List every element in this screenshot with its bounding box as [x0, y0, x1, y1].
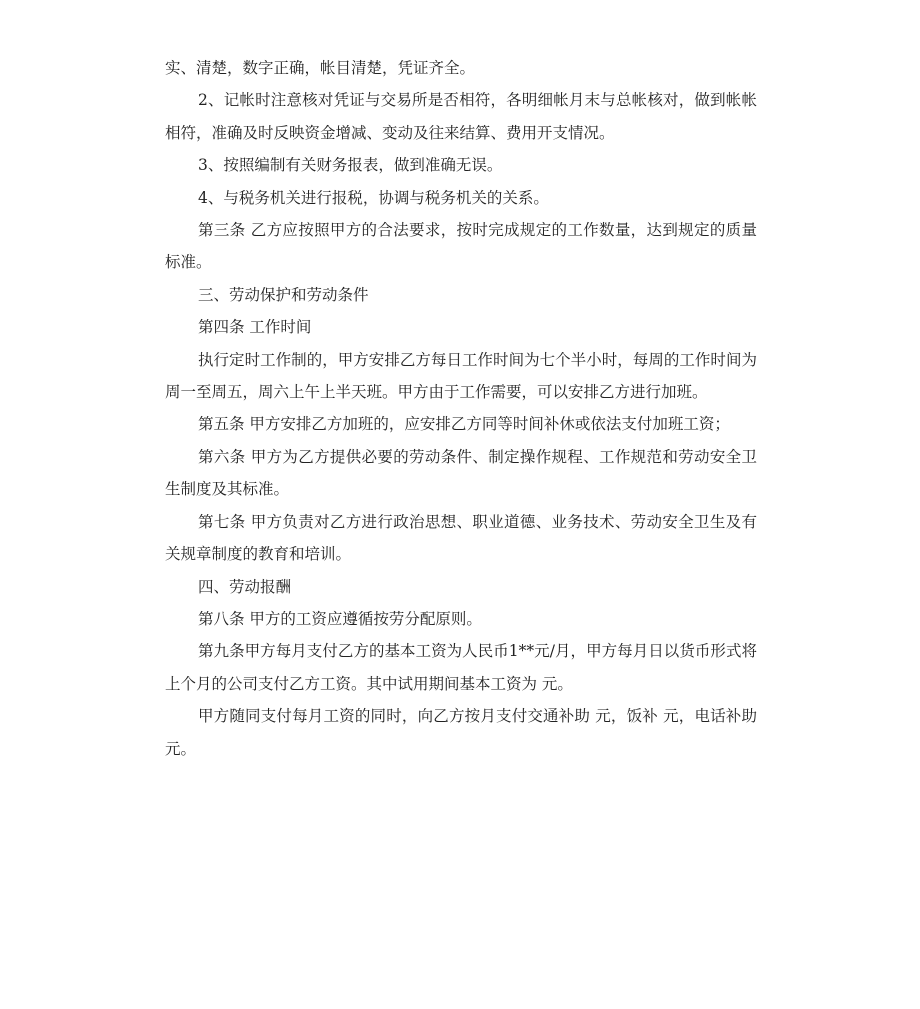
- paragraph: 4、与税务机关进行报税，协调与税务机关的关系。: [198, 188, 549, 207]
- article-heading: 第四条 工作时间: [198, 318, 312, 337]
- paragraph: 3、按照编制有关财务报表，做到准确无误。: [198, 156, 503, 175]
- paragraph: 实、清楚，数字正确，帐目清楚，凭证齐全。: [165, 59, 476, 77]
- document-body: [165, 52, 757, 765]
- paragraph: 第九条甲方每月支付乙方的基本工资为人民币1**元/月，甲方每月日以货币形式将上个月的公司支付乙方工资。其中试用期间基本工资为 元。: [165, 642, 757, 693]
- paragraph: 执行定时工作制的，甲方安排乙方每日工作时间为七个半小时，每周的工作时间为周一至周五，周六上午上半天班。甲方由于工作需要，可以安排乙方进行加班。: [165, 350, 757, 402]
- section-heading: 三、劳动保护和劳动条件: [198, 285, 369, 304]
- paragraph: 甲方随同支付每月工资的同时，向乙方按月支付交通补助 元，饭补 元，电话补助 元。: [165, 707, 757, 758]
- paragraph: 第八条 甲方的工资应遵循按劳分配原则。: [198, 609, 482, 628]
- paragraph: 第六条 甲方为乙方提供必要的劳动条件、制定操作规程、工作规范和劳动安全卫生制度及其标准。: [165, 447, 757, 499]
- section-heading: 四、劳动报酬: [198, 577, 292, 596]
- paragraph: 第三条 乙方应按照甲方的合法要求，按时完成规定的工作数量，达到规定的质量标准。: [165, 221, 757, 272]
- paragraph: 2、记帐时注意核对凭证与交易所是否相符，各明细帐月末与总帐核对，做到帐帐相符，准确及时反映资金增减、变动及往来结算、费用开支情况。: [165, 91, 757, 142]
- paragraph: 第七条 甲方负责对乙方进行政治思想、职业道德、业务技术、劳动安全卫生及有关规章制度的教育和培训。: [165, 512, 757, 564]
- paragraph: 第五条 甲方安排乙方加班的，应安排乙方同等时间补休或依法支付加班工资；: [198, 415, 730, 434]
